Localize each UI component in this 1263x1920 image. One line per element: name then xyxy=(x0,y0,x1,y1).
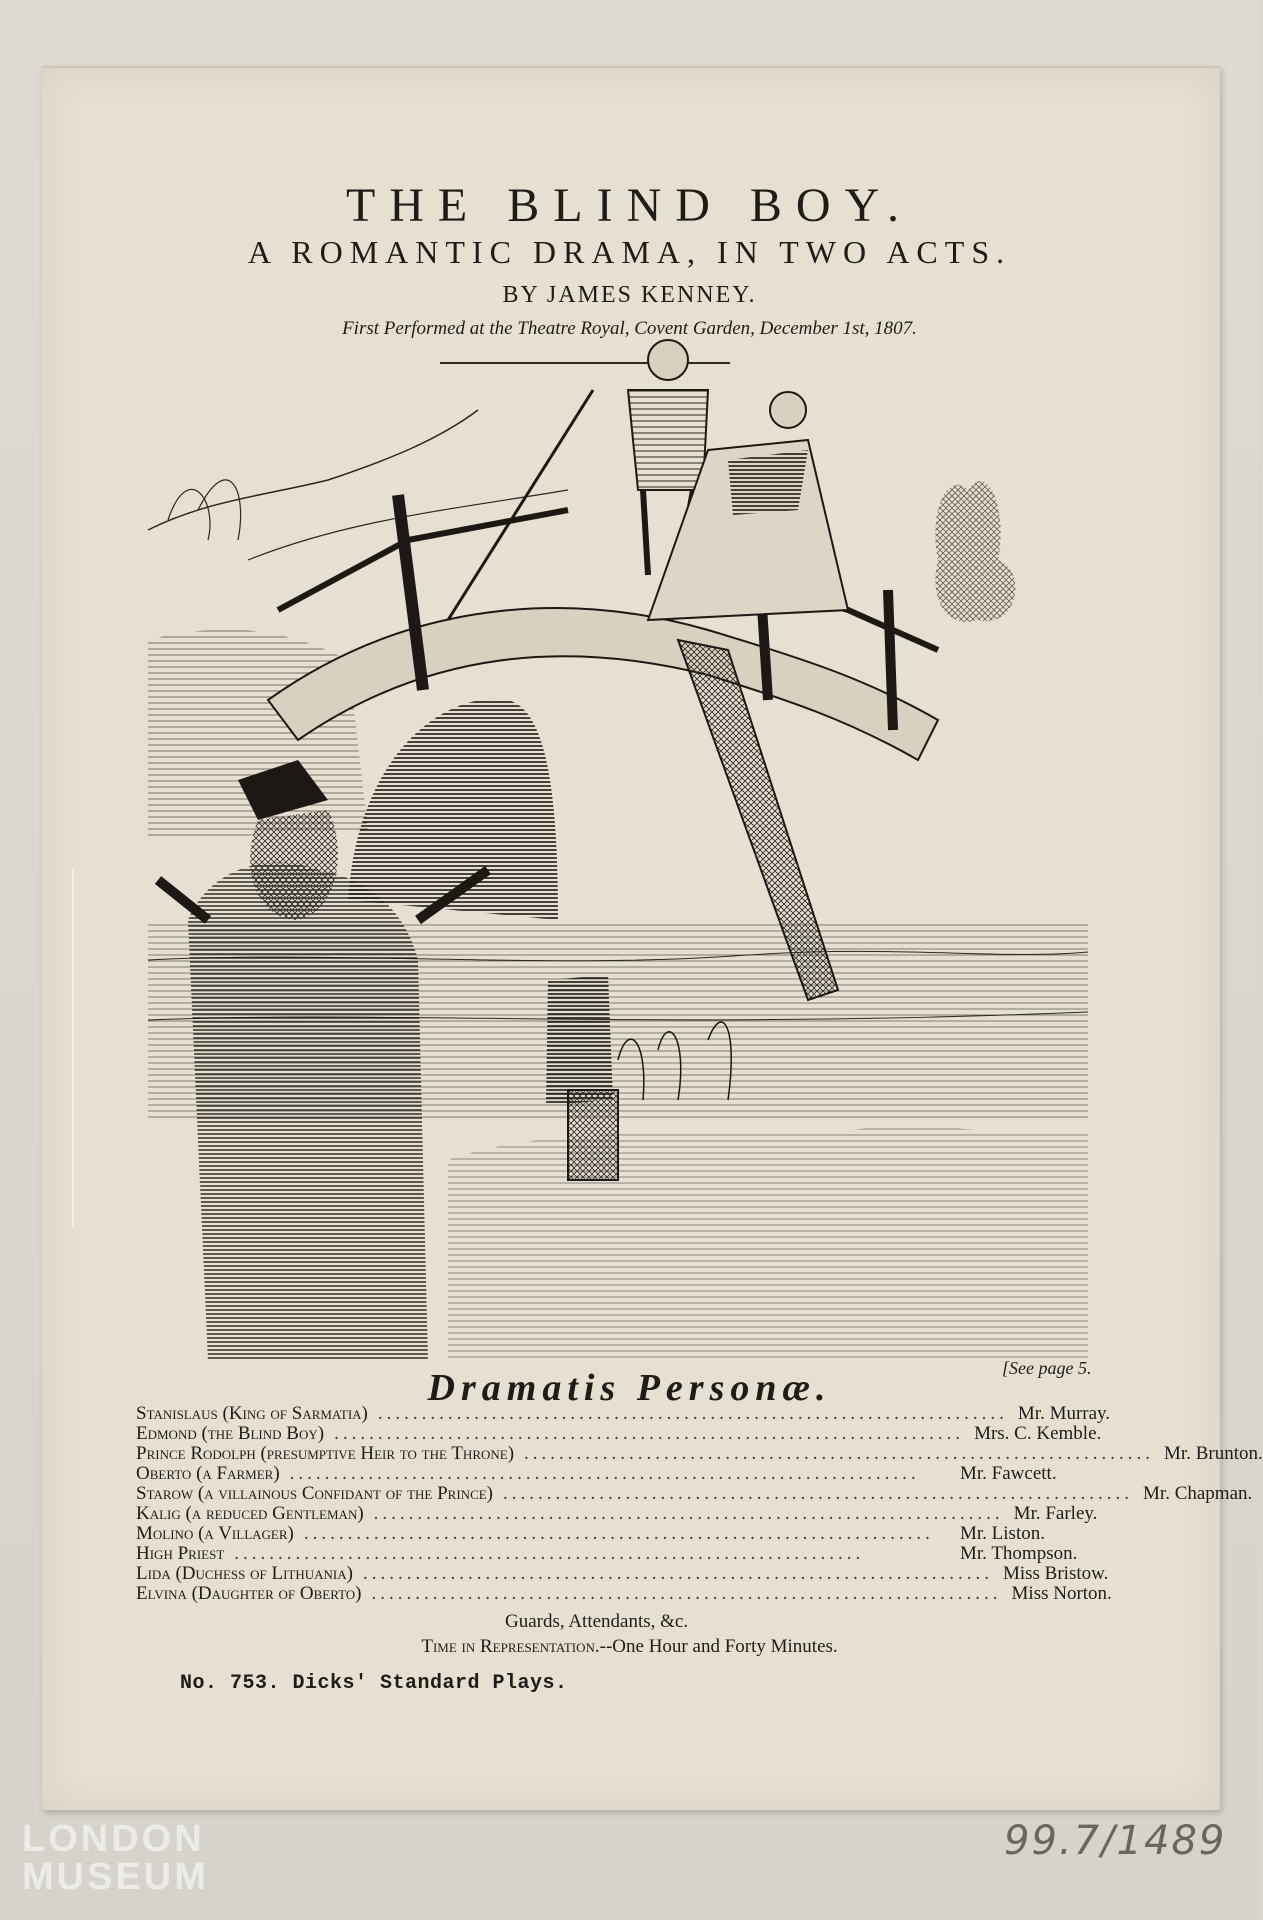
leader-dots: ........................................................................ xyxy=(373,1503,1004,1524)
watermark-line: LONDON xyxy=(22,1818,205,1860)
cast-row xyxy=(136,1443,1263,1464)
cast-row xyxy=(136,1424,1126,1444)
cast-role: Stanislaus (King of Sarmatia) xyxy=(136,1403,368,1424)
see-page-note: [See page 5. xyxy=(1002,1358,1092,1378)
bridge-engraving-illustration xyxy=(148,400,1088,1360)
cast-role: Elvina (Daughter of Oberto) xyxy=(136,1583,362,1604)
running-time-label: Time in Representation. xyxy=(421,1636,600,1657)
cast-role: Lida (Duchess of Lithuania) xyxy=(136,1563,353,1584)
cast-actor: Miss Norton. xyxy=(1011,1583,1112,1604)
cast-role: Prince Rodolph (presumptive Heir to the Throne) xyxy=(136,1443,515,1464)
museum-watermark xyxy=(22,1820,209,1896)
cast-role: High Priest xyxy=(136,1543,225,1564)
cast-actor: Mr. Brunton. xyxy=(1164,1443,1263,1464)
leader-dots: ........................................................................ xyxy=(334,1423,965,1444)
cast-role: Oberto (a Farmer) xyxy=(136,1463,280,1484)
play-title: THE BLIND BOY. xyxy=(345,179,914,232)
cast-row xyxy=(136,1584,1126,1604)
cast-actor: Mrs. C. Kemble. xyxy=(974,1423,1102,1444)
cast-role: Kalig (a reduced Gentleman) xyxy=(136,1503,364,1524)
leader-dots: ........................................................................ xyxy=(234,1543,865,1564)
cast-row xyxy=(136,1404,1126,1424)
cast-actor: Mr. Murray. xyxy=(1017,1403,1111,1424)
leader-dots: ........................................................................ xyxy=(362,1563,993,1584)
cast-role: Edmond (the Blind Boy) xyxy=(136,1423,325,1444)
watermark-line: MUSEUM xyxy=(22,1856,209,1898)
premiere-note: First Performed at the Theatre Royal, Covent Garden, December 1st, 1807. xyxy=(342,318,917,339)
cast-actor: Miss Bristow. xyxy=(1002,1563,1109,1584)
cast-actor: Mr. Chapman. xyxy=(1143,1483,1253,1504)
cast-role: Starow (a villainous Confidant of the Prince) xyxy=(136,1483,494,1504)
cast-row xyxy=(136,1483,1253,1504)
cast-role: Molino (a Villager) xyxy=(136,1523,294,1544)
leader-dots: ........................................................................ xyxy=(524,1443,1155,1464)
cast-row xyxy=(136,1524,1126,1544)
leader-dots: ........................................................................ xyxy=(289,1463,920,1484)
play-author: BY JAMES KENNEY. xyxy=(502,282,757,308)
accession-number: 99.7/1489 xyxy=(1004,1818,1227,1864)
cast-row xyxy=(136,1504,1126,1524)
leader-dots: ........................................................................ xyxy=(303,1523,934,1544)
cast-row xyxy=(136,1464,1126,1484)
extras-note: Guards, Attendants, &c. xyxy=(505,1611,689,1632)
cast-row xyxy=(136,1544,1126,1564)
leader-dots: ........................................................................ xyxy=(503,1483,1134,1504)
running-time-value: --One Hour and Forty Minutes. xyxy=(599,1636,838,1657)
series-number: No. 753. Dicks' Standard Plays. xyxy=(180,1672,568,1695)
leader-dots: ........................................................................ xyxy=(377,1403,1008,1424)
cast-list xyxy=(136,1403,1263,1604)
cast-row xyxy=(136,1564,1126,1584)
cast-actor: Mr. Thompson. xyxy=(960,1543,1078,1564)
cast-actor: Mr. Farley. xyxy=(1013,1503,1098,1524)
cast-actor: Mr. Fawcett. xyxy=(960,1463,1057,1484)
sheet-fold-edge xyxy=(72,868,78,1228)
dramatis-personae-heading: Dramatis Personæ. xyxy=(427,1367,832,1409)
cast-actor: Mr. Liston. xyxy=(960,1523,1045,1544)
play-subtitle: A ROMANTIC DRAMA, IN TWO ACTS. xyxy=(247,234,1012,270)
leader-dots: ........................................................................ xyxy=(371,1583,1002,1604)
running-time-note xyxy=(0,1636,1259,1658)
